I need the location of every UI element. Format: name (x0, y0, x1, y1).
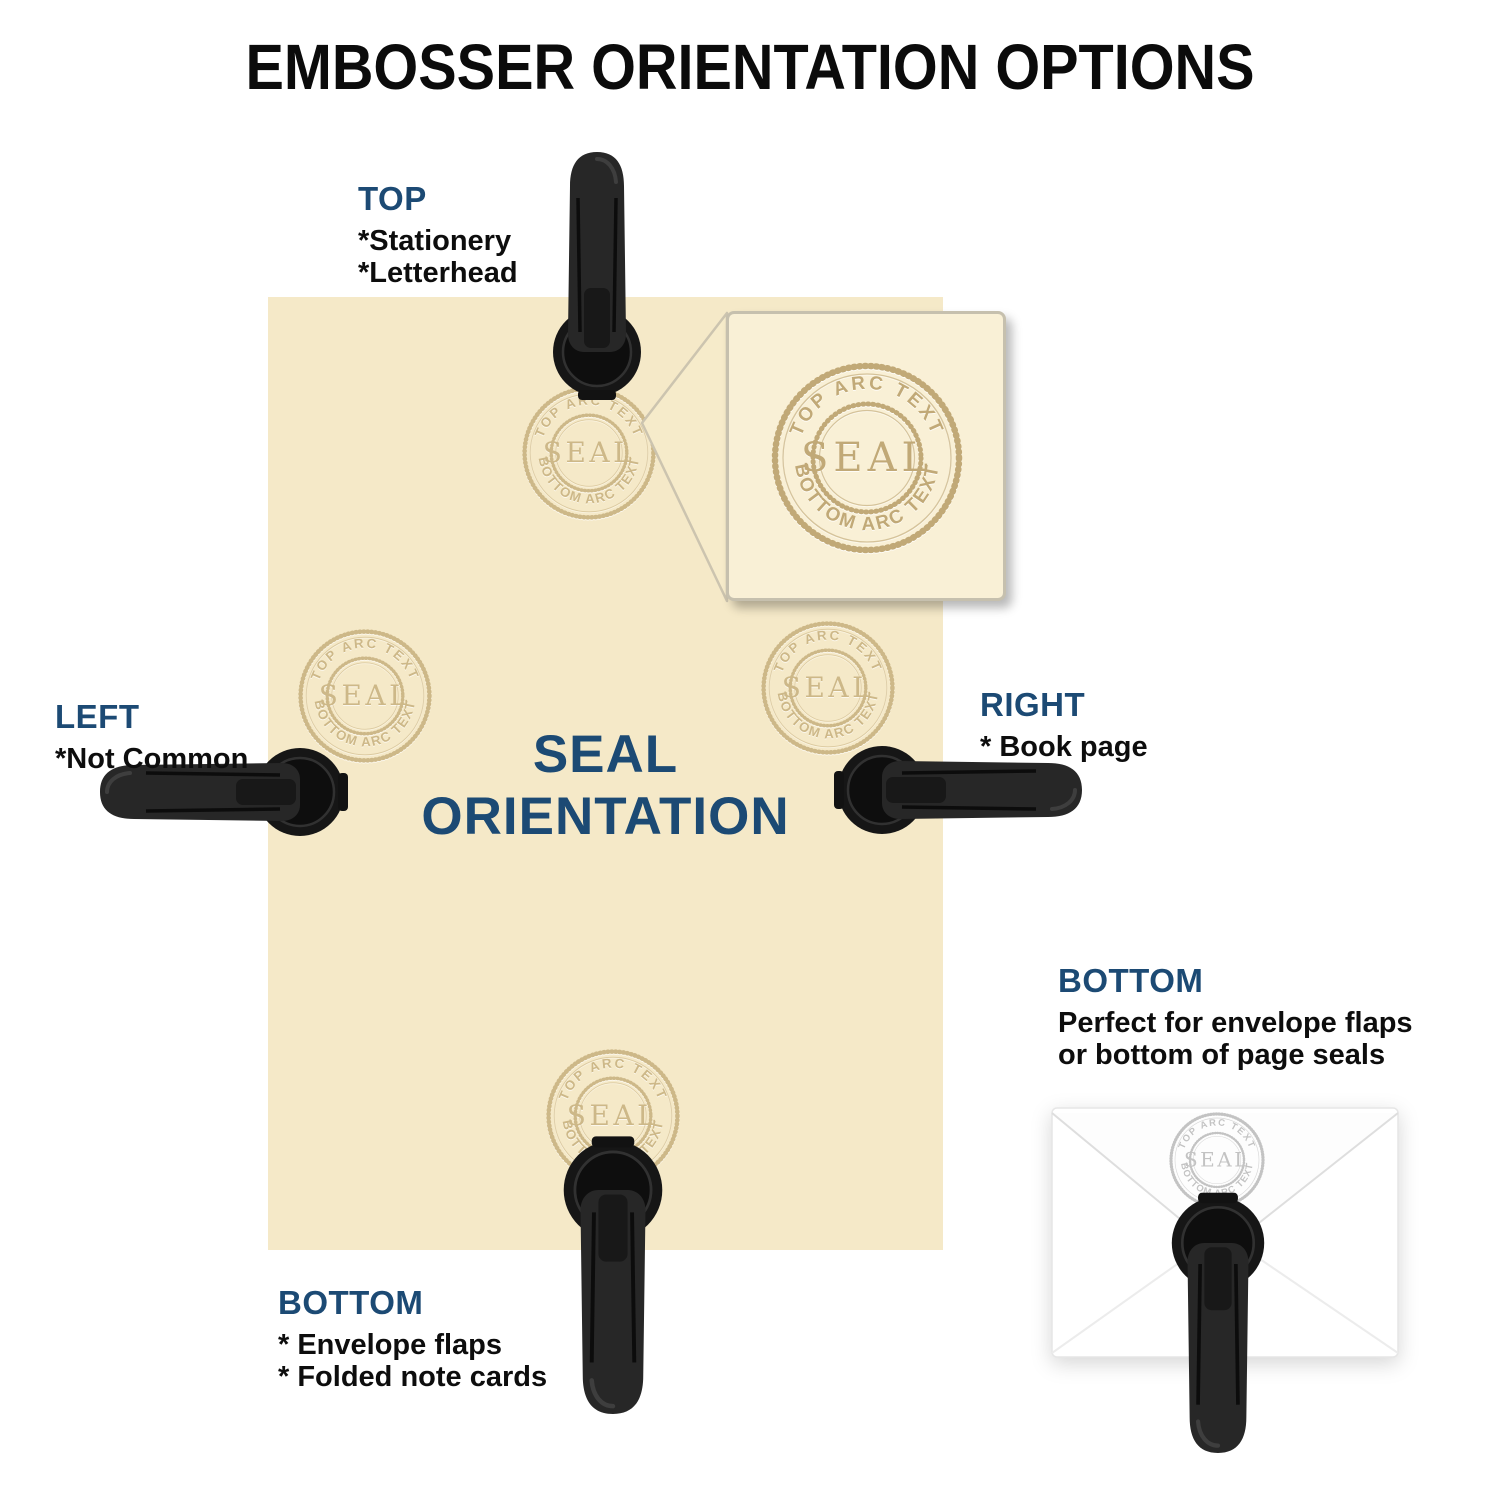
seal-impression-inset (767, 358, 967, 558)
annotation-right-heading: RIGHT (980, 686, 1086, 723)
annotation-top-heading: TOP (358, 180, 427, 217)
page-title: EMBOSSER ORIENTATION OPTIONS (245, 31, 1255, 103)
embosser-clamp-top (537, 140, 657, 400)
annotation-bottom-right-line: Perfect for envelope flaps (1058, 1007, 1413, 1039)
annotation-bottom-right (1058, 962, 1413, 1072)
caption-line-seal: SEAL (532, 725, 679, 784)
annotation-bottom-right-heading: BOTTOM (1058, 962, 1204, 999)
annotation-right (980, 686, 1148, 763)
annotation-top-item: *Stationery (358, 225, 512, 257)
embosser-clamp-bottom (546, 1136, 680, 1427)
annotation-bottom-heading: BOTTOM (278, 1284, 424, 1321)
embosser-clamp-envelope (1155, 1193, 1281, 1466)
annotation-left-heading: LEFT (55, 698, 140, 735)
caption-line-orientation: ORIENTATION (421, 787, 790, 846)
annotation-left (55, 698, 248, 775)
annotation-bottom-item: * Envelope flaps (278, 1329, 503, 1361)
annotation-left-item: *Not Common (55, 743, 249, 775)
annotation-bottom (278, 1284, 547, 1394)
annotation-top (358, 180, 518, 290)
annotation-right-item: * Book page (980, 731, 1148, 763)
annotation-bottom-right-line: or bottom of page seals (1058, 1039, 1386, 1072)
annotation-bottom-item: * Folded note cards (278, 1361, 548, 1394)
annotation-top-item: *Letterhead (358, 257, 518, 290)
seal-orientation-caption (268, 724, 943, 848)
